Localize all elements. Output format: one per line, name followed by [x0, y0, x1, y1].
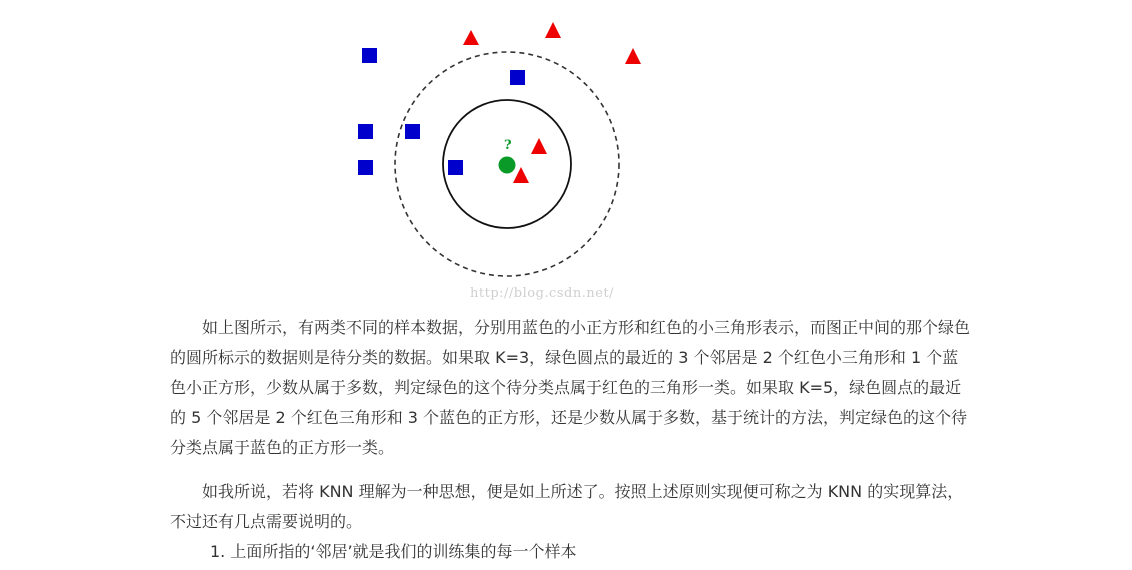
blue-square-icon — [362, 48, 377, 63]
blue-square-icon — [358, 160, 373, 175]
paragraph-knn-idea: 如我所说，若将 KNN 理解为一种思想，便是如上所述了。按照上述原则实现便可称之为 KNN 的实现算法，不过还有几点需要说明的。 — [170, 482, 964, 531]
blue-square-icon — [405, 124, 420, 139]
knn-diagram-svg — [340, 10, 700, 310]
list-item-neighbors: 1. 上面所指的‘邻居’就是我们的训练集的每一个样本 — [210, 542, 577, 561]
red-triangle-icon — [513, 167, 529, 183]
question-mark-label: ? — [504, 138, 512, 153]
red-triangle-icon — [625, 48, 641, 64]
red-triangle-icon — [531, 138, 547, 154]
red-triangle-icon — [545, 22, 561, 38]
knn-figure — [340, 10, 700, 310]
blue-square-icon — [358, 124, 373, 139]
blue-square-icon — [448, 160, 463, 175]
green-circle-icon — [499, 157, 516, 174]
red-triangle-icon — [463, 30, 479, 45]
blue-square-icon — [510, 70, 525, 85]
paragraph-knn-explanation: 如上图所示，有两类不同的样本数据，分别用蓝色的小正方形和红色的小三角形表示，而图正中间的那个绿色的圆所标示的数据则是待分类的数据。如果取 K=3，绿色圆点的最近的 3 个邻居是 2 个红色小三角形和 1 个蓝色小正方形，少数从属于多数，判定绿色的这个待分类点属于红色的三角形一类。如果取 K=5，绿色圆点的最近的 5 个邻居是 2 个红色三角形和 3 个蓝色的正方形，还是少数从属于多数，基于统计的方法，判定绿色的这个待分类点属于蓝色的正方形一类。 — [170, 318, 971, 457]
watermark-text: http://blog.csdn.net/ — [470, 286, 614, 301]
